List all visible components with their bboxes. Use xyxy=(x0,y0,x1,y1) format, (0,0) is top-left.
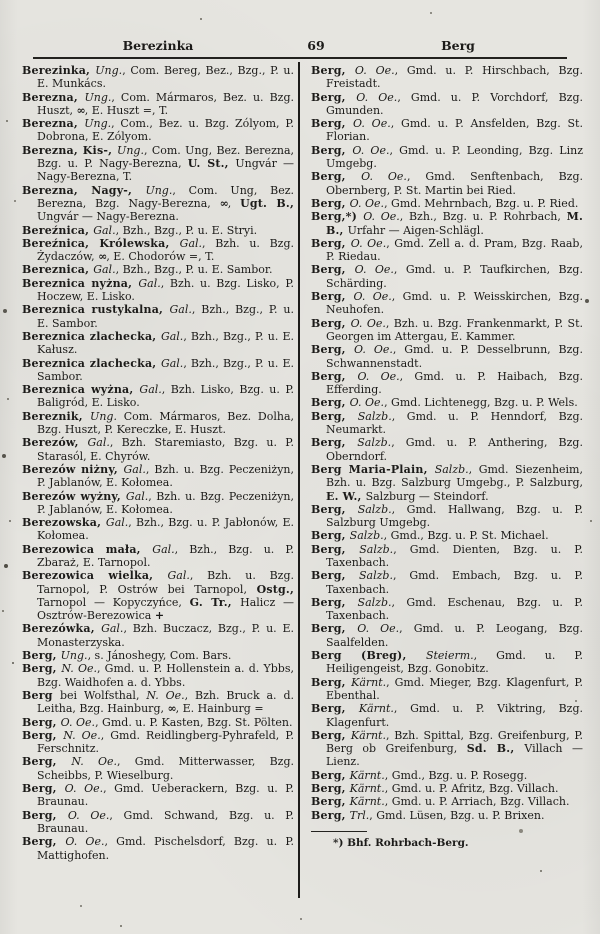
region-abbr: Gal. xyxy=(160,329,184,343)
gazetteer-entry xyxy=(22,357,294,384)
entry-text: , Gmd. u. P. Anthering, Bzg. Oberndorf. xyxy=(326,436,583,463)
entry-headword: Berg Maria-Plain, xyxy=(311,462,435,476)
region-abbr: O. Oe. xyxy=(352,117,391,131)
scan-noise xyxy=(0,0,2,2)
region-abbr: Salzb. xyxy=(359,542,394,556)
region-abbr: Kärnt. xyxy=(351,675,387,689)
entry-headword: Berg, xyxy=(311,316,351,330)
gazetteer-entry xyxy=(311,144,583,171)
entry-text: , Com. Ung, Bez. Berezna, Bzg. u. P. Nagy-Berezna, xyxy=(37,143,294,171)
entry-headword: Berg, xyxy=(22,662,62,676)
entry-text: , Com. Mármaros, Bez. u. Bzg. Huszt, xyxy=(37,90,295,117)
entry-text: , Gmd. Senftenbach, Bzg. Obernberg, P. St. Martin bei Ried. xyxy=(326,170,583,197)
region-abbr: O. Oe. xyxy=(356,90,398,104)
column-left xyxy=(22,64,294,862)
entry-text: , Gmd. u. P. Haibach, Bzg. Efferding. xyxy=(326,369,583,397)
gazetteer-entry xyxy=(311,596,583,623)
posthorn-icon: ∞ xyxy=(167,702,176,716)
entry-text: , Gmd. Ueberackern, Bzg. u. P. Braunau. xyxy=(37,782,294,809)
gazetteer-entry xyxy=(22,649,294,662)
region-abbr: Ung. xyxy=(90,409,117,423)
column-right xyxy=(311,64,583,851)
entry-text: , Bzh. u. Bzg. Lisko, P. Hoczew, E. Lisko. xyxy=(37,276,294,304)
region-abbr: O. Oe. xyxy=(352,143,390,157)
entry-text: Urfahr — Aigen-Schlägl. xyxy=(347,223,484,237)
entry-headword: U. St., xyxy=(187,157,236,171)
entry-headword: Berg, xyxy=(311,90,357,104)
entry-text: , Gmd. Eschenau, Bzg. u. P. Taxenbach. xyxy=(326,595,583,623)
gazetteer-entry xyxy=(22,490,294,517)
region-abbr: Gal. xyxy=(105,516,129,530)
region-abbr: Kärnt. xyxy=(349,795,385,809)
region-abbr: Kärnt. xyxy=(358,702,394,716)
region-abbr: Salzb. xyxy=(349,529,384,543)
region-abbr: Gal. xyxy=(167,569,190,583)
gazetteer-entry xyxy=(22,835,294,862)
region-abbr: Trl. xyxy=(349,808,370,822)
posthorn-icon: ∞ xyxy=(76,103,85,117)
gazetteer-entry xyxy=(311,769,583,782)
entry-text: , Bzh., Bzg. u. P. Zbaraż, E. Tarnopol. xyxy=(37,542,294,569)
entry-headword: Berezowica wielka, xyxy=(22,569,168,583)
region-abbr: Salzb. xyxy=(357,436,392,450)
entry-headword: Berg, xyxy=(311,64,355,77)
gazetteer-entry xyxy=(22,716,294,729)
entry-text: , Bzh. Bruck a. d. Leitha, Bzg. Hainburg, xyxy=(37,688,294,716)
region-abbr: N. Oe. xyxy=(71,755,118,769)
gazetteer-entry xyxy=(311,543,583,570)
cross-icon: + xyxy=(154,609,165,623)
region-abbr: O. Oe. xyxy=(65,835,105,849)
gazetteer-entry xyxy=(311,343,583,370)
gazetteer-entry xyxy=(311,117,583,144)
region-abbr: Kärnt. xyxy=(350,728,386,742)
entry-headword: Berezna, xyxy=(22,90,85,104)
entry-headword: Berezów niżny, xyxy=(22,462,124,476)
entry-headword: Berg (Breg), xyxy=(311,649,426,663)
entry-text: , xyxy=(227,196,241,210)
header-rule xyxy=(33,57,567,59)
entry-headword: Berg, xyxy=(311,290,354,304)
entry-headword: Berg, xyxy=(22,808,68,822)
entry-text: , Gmd. Lichtenegg, Bzg. u. P. Wels. xyxy=(384,396,578,410)
gazetteer-entry xyxy=(22,144,294,184)
region-abbr: Salzb. xyxy=(434,462,469,476)
region-abbr: Gal. xyxy=(93,263,116,277)
entry-headword: Berg, xyxy=(311,236,351,250)
entry-headword: Berg, xyxy=(311,595,358,609)
gazetteer-entry xyxy=(311,197,583,210)
entry-text: , Gmd. u. P. Leogang, Bzg. Saalfelden. xyxy=(326,622,583,649)
region-abbr: O. Oe. xyxy=(357,369,400,383)
entry-headword: Berg, xyxy=(311,369,358,383)
region-abbr: O. Oe. xyxy=(363,210,400,224)
entry-text: , Gmd. u. P. Afritz, Bzg. Villach. xyxy=(384,782,559,796)
gazetteer-entry xyxy=(311,795,583,808)
gazetteer-entry xyxy=(22,436,294,463)
entry-text: , Bzh. Spittal, Bzg. Greifenburg, P. Berg ob Greifenburg, xyxy=(326,728,583,756)
entry-headword: Berg, xyxy=(311,343,355,357)
entry-text: , Gmd. u. P. Arriach, Bzg. Villach. xyxy=(384,795,570,809)
entry-text: , Bzh. Staremiasto, Bzg. u. P. Starasól, E. Chyrów. xyxy=(37,436,294,463)
entry-text: Salzburg — Steindorf. xyxy=(365,489,489,503)
footnote: *) Bhf. Rohrbach-Berg. xyxy=(333,837,469,850)
region-abbr: Gal. xyxy=(139,383,162,397)
gazetteer-entry xyxy=(22,224,294,237)
region-abbr: Gal. xyxy=(101,622,124,636)
region-abbr: Ung. xyxy=(84,90,112,104)
region-abbr: O. Oe. xyxy=(357,622,400,636)
entry-headword: Berezów wyżny, xyxy=(22,489,126,503)
entry-text: , Bzh. u. Bzg. Frankenmarkt, P. St. Georgen im Attergau, E. Kammer. xyxy=(326,316,583,343)
entry-headword: Berg, xyxy=(22,835,66,849)
entry-headword: Bereznica wyżna, xyxy=(22,383,140,397)
entry-text: , Gmd. Pischelsdorf, Bzg. u. P. Mattighofen. xyxy=(37,835,294,862)
gazetteer-entry xyxy=(22,277,294,304)
gazetteer-entry xyxy=(311,622,583,649)
region-abbr: Ung. xyxy=(117,143,144,157)
gazetteer-entry xyxy=(311,290,583,317)
gazetteer-entry xyxy=(311,237,583,264)
region-abbr: Kärnt. xyxy=(349,768,385,782)
entry-text: , Bzh., Bzg., P. u. E. Stryi. xyxy=(115,223,258,237)
gazetteer-entry xyxy=(22,516,294,543)
entry-headword: Berg, xyxy=(22,755,72,769)
entry-headword: Berg, xyxy=(311,263,355,277)
entry-text: , Gmd. u. P. Henndorf, Bzg. Neumarkt. xyxy=(326,409,583,437)
region-abbr: Gal. xyxy=(123,462,146,476)
region-abbr: O. Oe. xyxy=(350,316,386,330)
page-number: 69 xyxy=(307,38,325,53)
entry-text: , Gmd. u. P. Leonding, Bzg. Linz Umgebg. xyxy=(326,143,583,171)
entry-text: , Gmd. u. P. Desselbrunn, Bzg. Schwannenstadt. xyxy=(326,343,583,370)
entry-headword: Bereznica zlachecka, xyxy=(22,329,161,343)
entry-headword: Berg, xyxy=(311,728,351,742)
entry-text: , Bzh., Bzg. u. P. Jabłonów, E. Kołomea. xyxy=(37,516,294,543)
entry-headword: Berg, xyxy=(311,782,350,796)
gazetteer-entry xyxy=(311,317,583,344)
region-abbr: O. Oe. xyxy=(354,263,394,277)
entry-headword: Berg, xyxy=(22,715,61,729)
entry-text: , E. Chodorów =, T. xyxy=(106,250,215,264)
region-abbr: O. Oe. xyxy=(350,236,387,250)
posthorn-icon: ∞ xyxy=(98,250,107,264)
region-abbr: Ung. xyxy=(145,183,173,197)
entry-text: , Gmd. Schwand, Bzg. u. P. Braunau. xyxy=(37,808,294,835)
entry-headword: Bereznica rustykalna, xyxy=(22,303,170,317)
entry-headword: Sd. B., xyxy=(466,742,525,756)
entry-text: , Gmd. u. P. Taufkirchen, Bzg. Schärding. xyxy=(326,263,583,290)
entry-headword: Ostg., xyxy=(256,582,294,596)
entry-headword: Bereźnica, xyxy=(22,223,94,237)
entry-text: , Gmd., Bzg. u. P. Rosegg. xyxy=(384,768,528,782)
entry-text: , Gmd. u. P. Heiligengeist, Bzg. Gonobitz. xyxy=(326,649,583,676)
entry-headword: Berg, xyxy=(311,170,362,184)
region-abbr: Gal. xyxy=(160,356,184,370)
gazetteer-entry xyxy=(22,117,294,144)
entry-headword: Berezówka, xyxy=(22,622,102,636)
entry-headword: Berg, xyxy=(311,808,350,822)
entry-text: , Gmd. Hallwang, Bzg. u. P. Salzburg Umgebg. xyxy=(326,502,583,530)
entry-headword: Berg, xyxy=(22,649,61,663)
entry-headword: Berg, xyxy=(311,396,350,410)
entry-headword: Ugt. B., xyxy=(240,196,294,210)
entry-headword: Bereznik, xyxy=(22,409,91,423)
gazetteer-entry xyxy=(22,729,294,756)
region-abbr: Gal. xyxy=(169,303,192,317)
entry-headword: Berg xyxy=(22,688,60,702)
entry-headword: Bereźnica, Królewska, xyxy=(22,236,180,250)
region-abbr: Kärnt. xyxy=(349,782,385,796)
entry-text: Com. Mármaros, Bez. Dolha, Bzg. Huszt, P. Kereczke, E. Huszt. xyxy=(37,409,294,437)
entry-text: , Gmd. u. P. Viktring, Bzg. Klagenfurt. xyxy=(326,702,583,729)
region-abbr: Ung. xyxy=(84,117,112,131)
entry-text: , Gmd. u. P. Hirschbach, Bzg. Freistadt. xyxy=(326,64,583,91)
gazetteer-entry xyxy=(311,782,583,795)
entry-text: , Bzh. u. Bzg. Żydaczów, xyxy=(37,236,294,264)
page-header xyxy=(20,38,580,54)
gazetteer-entry xyxy=(22,330,294,357)
footnote-rule xyxy=(311,831,367,833)
gazetteer-entry xyxy=(22,662,294,689)
gazetteer-entry xyxy=(22,303,294,330)
header-keyword-left: Berezinka xyxy=(122,38,194,53)
entry-headword: Berezowska, xyxy=(22,516,106,530)
region-abbr: Steierm. xyxy=(425,649,474,663)
region-abbr: O. Oe. xyxy=(354,343,393,357)
gazetteer-entry xyxy=(22,755,294,782)
entry-headword: Berg, xyxy=(311,502,358,516)
entry-headword: Berg, xyxy=(311,436,358,450)
entry-headword: Berg, xyxy=(22,728,64,742)
region-abbr: Salzb. xyxy=(357,502,392,516)
entry-text: , Bzh. u. Bzg. Tarnopol, P. Ostrów bei Tarnopol, xyxy=(37,569,294,596)
header-keyword-right: Berg xyxy=(441,38,475,53)
gazetteer-entry xyxy=(22,64,294,91)
entry-headword: Berezów, xyxy=(22,436,88,450)
entry-headword: Berezna, Nagy-, xyxy=(22,183,146,197)
entry-text: , Gmd. Reidlingberg-Pyhrafeld, P. Ferschnitz. xyxy=(37,728,294,756)
gazetteer-entry xyxy=(22,184,294,224)
region-abbr: Ung. xyxy=(60,649,88,663)
region-abbr: O. Oe. xyxy=(353,290,392,304)
entry-text: , Gmd. Dienten, Bzg. u. P. Taxenbach. xyxy=(326,542,583,569)
posthorn-icon: ∞ xyxy=(219,196,228,210)
gazetteer-entry xyxy=(311,436,583,463)
region-abbr: Gal. xyxy=(179,236,203,250)
entry-headword: Berg, xyxy=(311,702,359,716)
entry-text: , Gmd. Mieger, Bzg. Klagenfurt, P. Ebenthal. xyxy=(326,675,583,702)
entry-text: , Com., Bez. u. Bzg. Zólyom, P. Dobrona, E. Zólyom. xyxy=(37,117,295,144)
entry-text: , Gmd. Embach, Bzg. u. P. Taxenbach. xyxy=(326,569,583,596)
gazetteer-entry xyxy=(22,410,294,437)
entry-headword: Berg, xyxy=(311,529,350,543)
region-abbr: O. Oe. xyxy=(67,808,110,822)
entry-headword: Berg, xyxy=(311,409,358,423)
entry-text: , Com. Bereg, Bez., Bzg., P. u. E. Munkács. xyxy=(37,64,294,91)
region-abbr: O. Oe. xyxy=(349,196,385,210)
region-abbr: O. Oe. xyxy=(354,64,395,77)
entry-headword: Berezinka, xyxy=(22,64,96,77)
entry-headword: Berg, xyxy=(311,795,350,809)
region-abbr: N. Oe. xyxy=(63,728,101,742)
entry-text: , Bzh., Bzg., P. u. E. Kałusz. xyxy=(37,329,294,357)
gazetteer-entry xyxy=(22,569,294,622)
region-abbr: O. Oe. xyxy=(361,170,407,184)
entry-text: Villach — Lienz. xyxy=(326,742,583,769)
region-abbr: Salzb. xyxy=(359,569,393,583)
region-abbr: Gal. xyxy=(125,489,149,503)
region-abbr: Ung. xyxy=(95,64,123,77)
gazetteer-entry xyxy=(311,503,583,530)
entry-headword: Berg, xyxy=(22,782,65,796)
entry-headword: Bereznica, xyxy=(22,263,94,277)
entry-text: , Bzh., Bzg., P. u. E. Sambor. xyxy=(115,263,273,277)
entry-headword: Berg, xyxy=(311,117,353,131)
column-divider xyxy=(298,62,300,898)
entry-text: , Gmd. Mitterwasser, Bzg. Scheibbs, P. Wieselburg. xyxy=(37,755,294,782)
entry-text: , Gmd. Zell a. d. Pram, Bzg. Raab, P. Riedau. xyxy=(326,236,583,264)
gazetteer-entry xyxy=(22,263,294,276)
gazetteer-entry xyxy=(311,729,583,769)
entry-text: , Bzh., Bzg., P. u. E. Sambor. xyxy=(37,303,294,330)
gazetteer-entry xyxy=(311,64,583,91)
gazetteer-entry xyxy=(22,91,294,118)
entry-headword: Berg, xyxy=(311,622,358,636)
entry-text: , Gmd. u. P. Ansfelden, Bzg. St. Florian. xyxy=(326,117,583,144)
gazetteer-entry xyxy=(311,529,583,542)
entry-headword: Bereznica zlachecka, xyxy=(22,356,161,370)
gazetteer-entry xyxy=(22,782,294,809)
gazetteer-entry xyxy=(22,383,294,410)
gazetteer-entry xyxy=(311,676,583,703)
entry-headword: M. B., xyxy=(326,210,583,237)
entry-text: , s. Jánoshegy, Com. Bars. xyxy=(87,649,232,663)
entry-text: , E. Hainburg = xyxy=(175,702,264,716)
gazetteer-entry xyxy=(311,91,583,118)
entry-text: , Gmd. Mehrnbach, Bzg. u. P. Ried. xyxy=(384,196,579,210)
entry-text: , Bzh. u. Bzg. Peczeniżyn, P. Jablanów, E. Kołomea. xyxy=(37,489,294,516)
entry-text: , Bzh. u. Bzg. Peczeniżyn, P. Jablanów, E. Kołomea. xyxy=(37,462,294,490)
gazetteer-entry xyxy=(311,170,583,197)
entry-text: , Bzh. Lisko, Bzg. u. P. Baligród, E. Lisko. xyxy=(37,383,294,410)
gazetteer-entry xyxy=(311,370,583,397)
entry-text: , Gmd. u. P. Weisskirchen, Bzg. Neuhofen. xyxy=(326,290,583,317)
entry-text: , Bzh., Bzg. u. P. Rohrbach, xyxy=(399,210,567,224)
entry-text: , Bzh., Bzg., P. u. E. Sambor. xyxy=(37,356,294,383)
gazetteer-entry xyxy=(22,543,294,570)
entry-headword: Berg, xyxy=(311,675,352,689)
entry-headword: Berg, xyxy=(311,196,350,210)
gazetteer-entry xyxy=(311,396,583,409)
gazetteer-entry xyxy=(311,463,583,503)
gazetteer-entry xyxy=(311,569,583,596)
entry-text: bei Wolfsthal, xyxy=(60,688,147,702)
entry-headword: Berg,*) xyxy=(311,210,364,224)
region-abbr: O. Oe. xyxy=(349,396,385,410)
entry-text: , Com. Ung, Bez. Berezna, Bzg. Nagy-Berezna, xyxy=(37,183,295,210)
gazetteer-entry xyxy=(22,463,294,490)
entry-text: , Gmd. u. P. Kasten, Bzg. St. Pölten. xyxy=(95,715,293,729)
entry-headword: Berg, xyxy=(311,143,353,157)
entry-headword: Berg, xyxy=(311,542,360,556)
entry-headword: E. W., xyxy=(326,489,366,503)
gazetteer-entry xyxy=(311,702,583,729)
entry-text: Ungvár — Nagy-Berezna, T. xyxy=(37,157,294,184)
gazetteer-entry xyxy=(22,622,294,649)
region-abbr: Gal. xyxy=(152,542,175,556)
entry-text: , Gmd. u. P. Vorchdorf, Bzg. Gmunden. xyxy=(326,90,583,117)
entry-text: , E. Huszt =, T. xyxy=(84,103,169,117)
region-abbr: O. Oe. xyxy=(64,782,104,796)
entry-text: Tarnopol — Kopyczyńce, xyxy=(37,595,190,609)
gazetteer-entry xyxy=(311,263,583,290)
entry-text: Halicz — Osztrów-Berezowica xyxy=(37,595,295,623)
region-abbr: Salzb. xyxy=(357,409,392,423)
entry-headword: Berezowica mała, xyxy=(22,542,153,556)
entry-headword: Berg, xyxy=(311,569,360,583)
gazetteer-entry xyxy=(22,809,294,836)
entry-headword: G. Tr., xyxy=(189,595,241,609)
gazetteer-entry xyxy=(311,210,583,237)
entry-text: , Gmd., Bzg. u. P. St. Michael. xyxy=(383,529,549,543)
entry-text: Ungvár — Nagy-Berezna. xyxy=(37,210,179,224)
gazetteer-entry xyxy=(311,410,583,437)
entry-text: , Bzh. Buczacz, Bzg., P. u. E. Monasterzyska. xyxy=(37,622,294,649)
region-abbr: Gal. xyxy=(93,223,116,237)
gazetteer-entry xyxy=(22,237,294,264)
region-abbr: Gal. xyxy=(138,276,161,290)
entry-headword: Bereznica nyżna, xyxy=(22,276,139,290)
entry-text: , Gmd. u. P. Hollenstein a. d. Ybbs, Bzg. Waidhofen a. d. Ybbs. xyxy=(37,662,294,689)
region-abbr: N. Oe. xyxy=(61,662,97,676)
region-abbr: Gal. xyxy=(87,436,110,450)
gazetteer-entry xyxy=(311,809,583,822)
entry-headword: Berezna, Kis-, xyxy=(22,143,118,157)
region-abbr: N. Oe. xyxy=(146,688,185,702)
gazetteer-entry xyxy=(22,689,294,716)
entry-headword: Berg, xyxy=(311,768,350,782)
entry-text: , Gmd. Lüsen, Bzg. u. P. Brixen. xyxy=(369,808,545,822)
region-abbr: Salzb. xyxy=(357,595,392,609)
gazetteer-entry xyxy=(311,649,583,676)
entry-text: , Gmd. Siezenheim, Bzh. u. Bzg. Salzburg Umgebg., P. Salzburg, xyxy=(326,462,583,490)
region-abbr: O. Oe. xyxy=(60,715,96,729)
entry-headword: Berezna, xyxy=(22,117,85,131)
